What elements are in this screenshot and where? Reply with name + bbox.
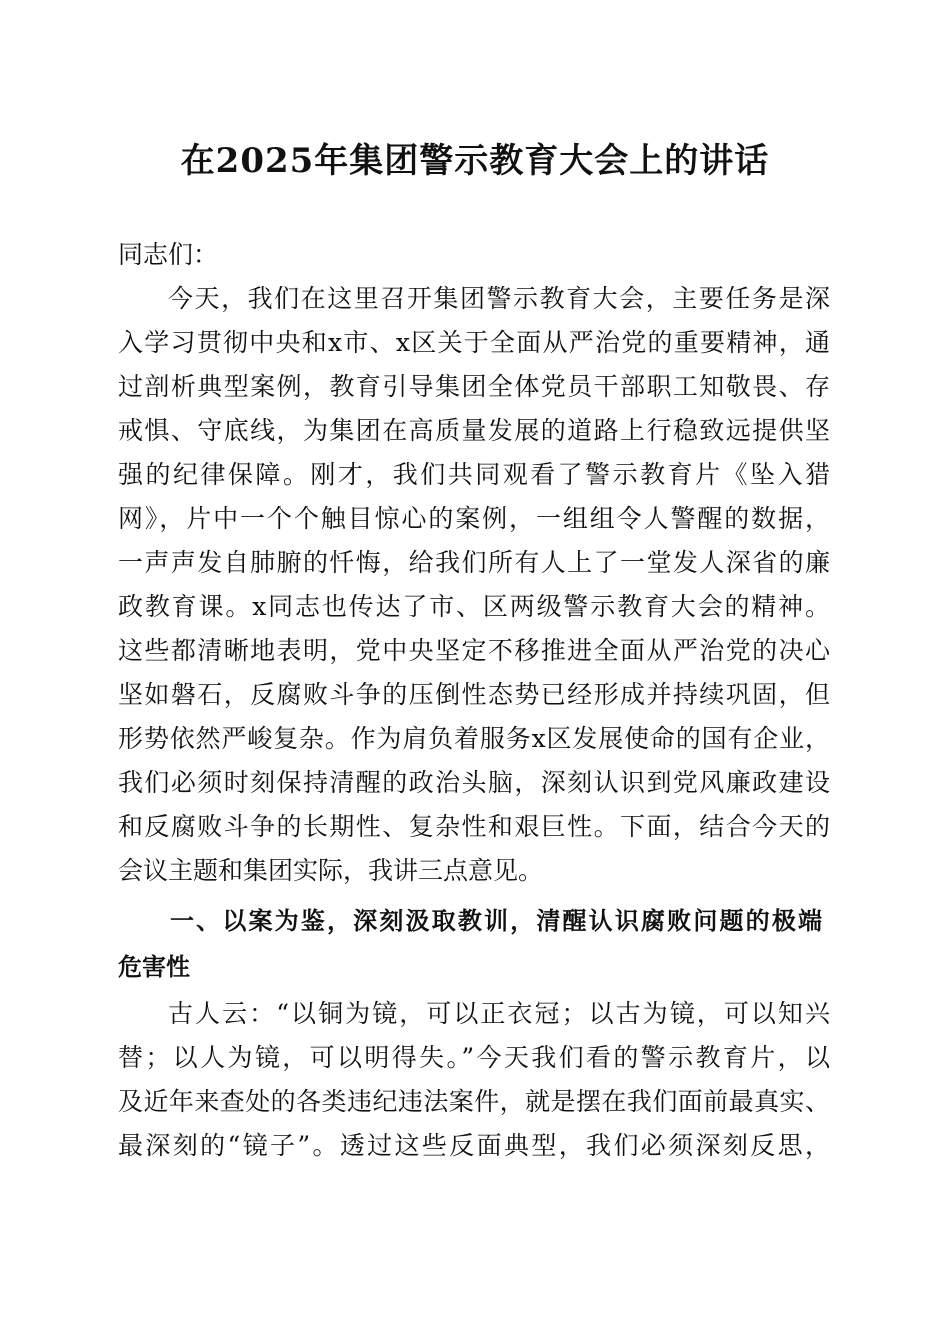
section-1-heading: 危害性 bbox=[118, 953, 190, 981]
paragraph-2-line: 替；以人为镜，可以明得失。”今天我们看的警示教育片，以 bbox=[118, 1043, 830, 1072]
paragraph-1-line: 入学习贯彻中央和x市、x区关于全面从严治党的重要精神，通 bbox=[118, 328, 830, 357]
paragraph-1-line: 我们必须时刻保持清醒的政治头脑，深刻认识到党风廉政建设 bbox=[118, 768, 830, 797]
paragraph-1-line: 形势依然严峻复杂。作为肩负着服务x区发展使命的国有企业， bbox=[118, 724, 830, 753]
paragraph-1-line: 强的纪律保障。刚才，我们共同观看了警示教育片《坠入猎 bbox=[118, 460, 830, 489]
paragraph-1-line: 今天，我们在这里召开集团警示教育大会，主要任务是深 bbox=[168, 284, 830, 313]
paragraph-1-line: 这些都清晰地表明，党中央坚定不移推进全面从严治党的决心 bbox=[118, 636, 830, 665]
paragraph-1-line: 和反腐败斗争的长期性、复杂性和艰巨性。下面，结合今天的 bbox=[118, 812, 830, 841]
paragraph-2-line: 及近年来查处的各类违纪违法案件，就是摆在我们面前最真实、 bbox=[118, 1087, 830, 1116]
paragraph-1-line: 网》，片中一个个触目惊心的案例，一组组令人警醒的数据， bbox=[118, 504, 830, 533]
salutation: 同志们： bbox=[118, 240, 219, 269]
paragraph-1-line: 一声声发自肺腑的忏悔，给我们所有人上了一堂发人深省的廉 bbox=[118, 548, 830, 577]
paragraph-1-line: 会议主题和集团实际，我讲三点意见。 bbox=[118, 856, 544, 885]
paragraph-1-line: 戒惧、守底线，为集团在高质量发展的道路上行稳致远提供坚 bbox=[118, 416, 830, 445]
paragraph-1-line: 坚如磐石，反腐败斗争的压倒性态势已经形成并持续巩固，但 bbox=[118, 680, 830, 709]
document-title: 在2025年集团警示教育大会上的讲话 bbox=[180, 141, 770, 181]
paragraph-1-line: 过剖析典型案例，教育引导集团全体党员干部职工知敬畏、存 bbox=[118, 372, 830, 401]
paragraph-1-line: 政教育课。x同志也传达了市、区两级警示教育大会的精神。 bbox=[118, 592, 830, 621]
paragraph-2-line: 最深刻的“镜子”。透过这些反面典型，我们必须深刻反思， bbox=[118, 1131, 830, 1160]
paragraph-2-line: 古人云：“以铜为镜，可以正衣冠；以古为镜，可以知兴 bbox=[168, 999, 830, 1028]
section-1-heading: 一、以案为鉴，深刻汲取教训，清醒认识腐败问题的极端 bbox=[170, 907, 822, 935]
